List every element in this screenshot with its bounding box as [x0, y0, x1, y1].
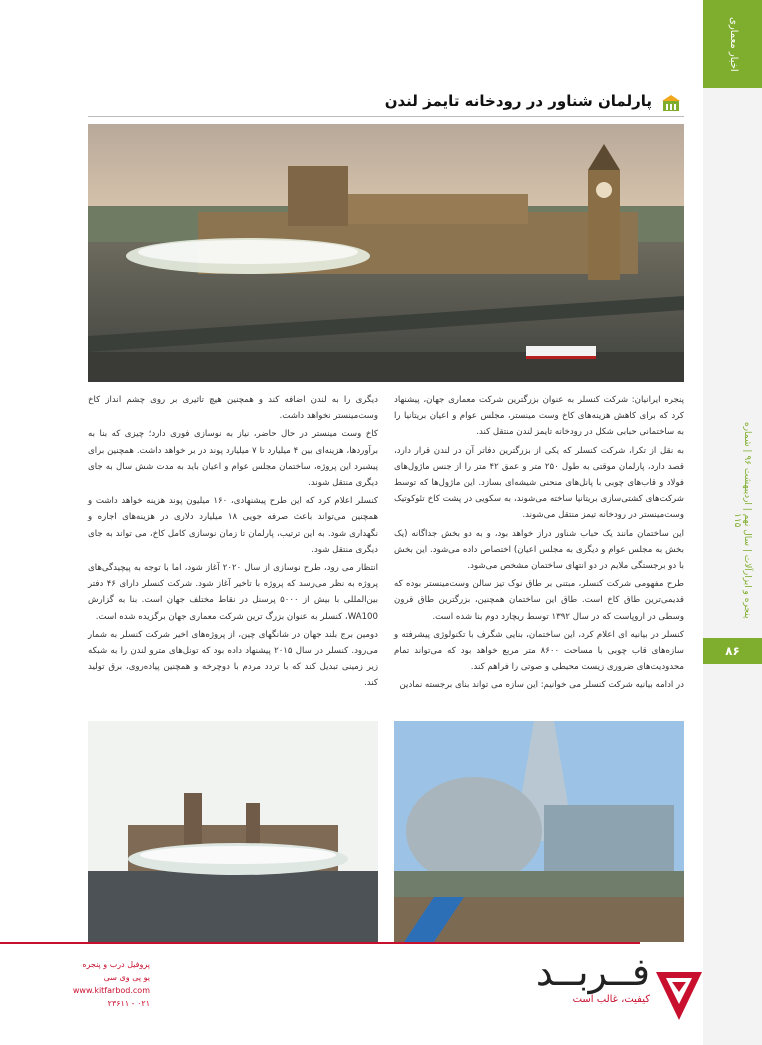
ad-website: www.kitfarbod.com: [72, 986, 150, 995]
footer-divider: [0, 942, 640, 944]
ad-phone: ۰۲۱ - ۲۳۶۱۱: [107, 999, 150, 1008]
ad-line: پروفیل درب و پنجره: [82, 960, 150, 969]
section-tab-label: اخبار معماری: [728, 16, 739, 72]
section-tab: [703, 0, 762, 88]
brand-slogan: کیفیت، غالب است: [572, 994, 650, 1005]
article-title: پارلمان شناور در رودخانه تایمز لندن: [384, 92, 652, 110]
brand-name: فــربــد: [535, 950, 650, 994]
paragraph: دومین برج بلند جهان در شانگهای چین، از پروژه‌های اخیر شرکت کنسلر به شمار می‌رود. کنسلر در سال ۲۰۱۵ پیشنهاد داده بود که تونل‌های مترو لندن را به شبکه زیر زمینی تبدیل کند که با تردد مردم با دوچرخه و همچنین پیاده‌روی، برق تولید کند.: [88, 629, 378, 689]
parliament-bubble-photo: [88, 721, 378, 942]
paragraph: این ساختمان مانند یک حباب شناور دراز خواهد بود، و به دو بخش جداگانه (یک بخش به مجلس عوام و دیگری به مجلس اعیان) اختصاص داده می‌شود. این بخش با دو برجستگی ملایم در دو انتهای ساختمان مشخص می‌شود.: [394, 528, 684, 572]
city-hall-photo: [394, 721, 684, 942]
article-column-right: [394, 392, 684, 712]
paragraph: کنسلر اعلام کرد که این طرح پیشنهادی، ۱۶۰ میلیون پوند هزینه خواهد داشت و همچنین می‌تواند باعث صرفه جویی ۱۸ میلیارد دلاری در هزینه‌های اجاره و نگهداری شود. به این ترتیب، پارلمان تا زمان نوسازی کامل کاخ، می تواند به جای دیگری منتقل شود.: [88, 496, 378, 555]
paragraph: انتظار می رود، طرح نوسازی از سال ۲۰۲۰ آغاز شود، اما با توجه به پیچیدگی‌های پروژه به نظر می‌رسد که پروژه با تاخیر آغاز شود. شرکت کنسلر دارای ۴۶ دفتر بین‌المللی با بیش از ۵۰۰۰ پرسنل در نقاط مختلف جهان است. بنا به گزارش WA100، کنسلر به عنوان بزرگ ترین شرکت معماری جهان برگزیده شده است.: [88, 563, 378, 622]
paragraph: دیگری را به لندن اضافه کند و همچنین هیچ تاثیری بر روی چشم انداز کاخ وست‌مینستر نخواهد داشت.: [88, 395, 378, 422]
issue-info: پنجره و ابزارآلات | سال نهم | اردیبهشت ۹۶ | شماره ۱۱۵: [732, 421, 752, 619]
paragraph: طرح مفهومی شرکت کنسلر، مبتنی بر طاق نوک تیز سالن وست‌مینستر بوده که قدیمی‌ترین طاق کاخ است. طاق این ساختمان همچنین، بزرگترین طاق قرون وسطی در اروپاست که در سال ۱۳۹۲ توسط ریچارد دوم بنا شده است.: [394, 579, 684, 622]
paragraph: پنجره ایرانیان: شرکت کنسلر به عنوان بزرگترین شرکت معماری جهان، پیشنهاد کرد که برای کاهش هزینه‌های کاخ وست مینستر، مجلس عوام و اعیان بریتانیا را به ساختمانی حبابی شکل در رودخانه تایمز لندن منتقل کند.: [394, 395, 684, 438]
ad-line: یو پی وی سی: [103, 973, 150, 982]
article-column-left: [88, 392, 378, 712]
article-title-bar: [88, 90, 684, 117]
paragraph: کنسلر در بیانیه ای اعلام کرد، این ساختمان، بنایی شگرف با تکنولوژی پیشرفته و سازه‌های قاب چوبی با مساحت ۸۶۰۰ متر مربع خواهد بود که می‌تواند تمام محدودیت‌های ضروری زیست محیطی و صوتی را فراهم کند.: [394, 629, 684, 673]
brand-block: [440, 950, 650, 1030]
main-photo: [88, 124, 684, 382]
page-number: ۸۶: [703, 638, 762, 664]
paragraph: به نقل از تکرا، شرکت کنسلر که یکی از بزرگترین دفاتر آن در لندن قرار دارد، قصد دارد، پارلمان موقتی به طول ۲۵۰ متر و عمق ۴۲ متر را از جنس ماژول‌های فولاد و قاب‌های چوبی با پانل‌های منحنی شیشه‌ای بسازد. این ماژول‌ها که توسط شرکت‌های کشتی‌سازی بریتانیا ساخته می‌شوند، به سکویی در پشت کاخ تئوکوتیک وست‌مینستر در رودخانه تیمز منتقل می‌شوند.: [394, 445, 684, 521]
paragraph: کاخ وست مینستر در حال حاضر، نیاز به نوسازی فوری دارد؛ چیزی که بنا به برآوردها، هزینه‌ای بین ۴ میلیارد تا ۷ میلیارد پوند در بر خواهد داشت. همچنین برای پیشبرد این پروژه، ساختمان مجلس عوام و اعیان باید به مدت شش سال به جای دیگری منتقل شوند.: [88, 429, 379, 489]
ad-contact: [20, 958, 150, 1028]
building-icon: [662, 95, 680, 111]
paragraph: در ادامه بیانیه شرکت کنسلر می خوانیم: این سازه می تواند بنای برجسته نمادین: [399, 680, 684, 691]
brand-logo-icon: [654, 952, 704, 1022]
